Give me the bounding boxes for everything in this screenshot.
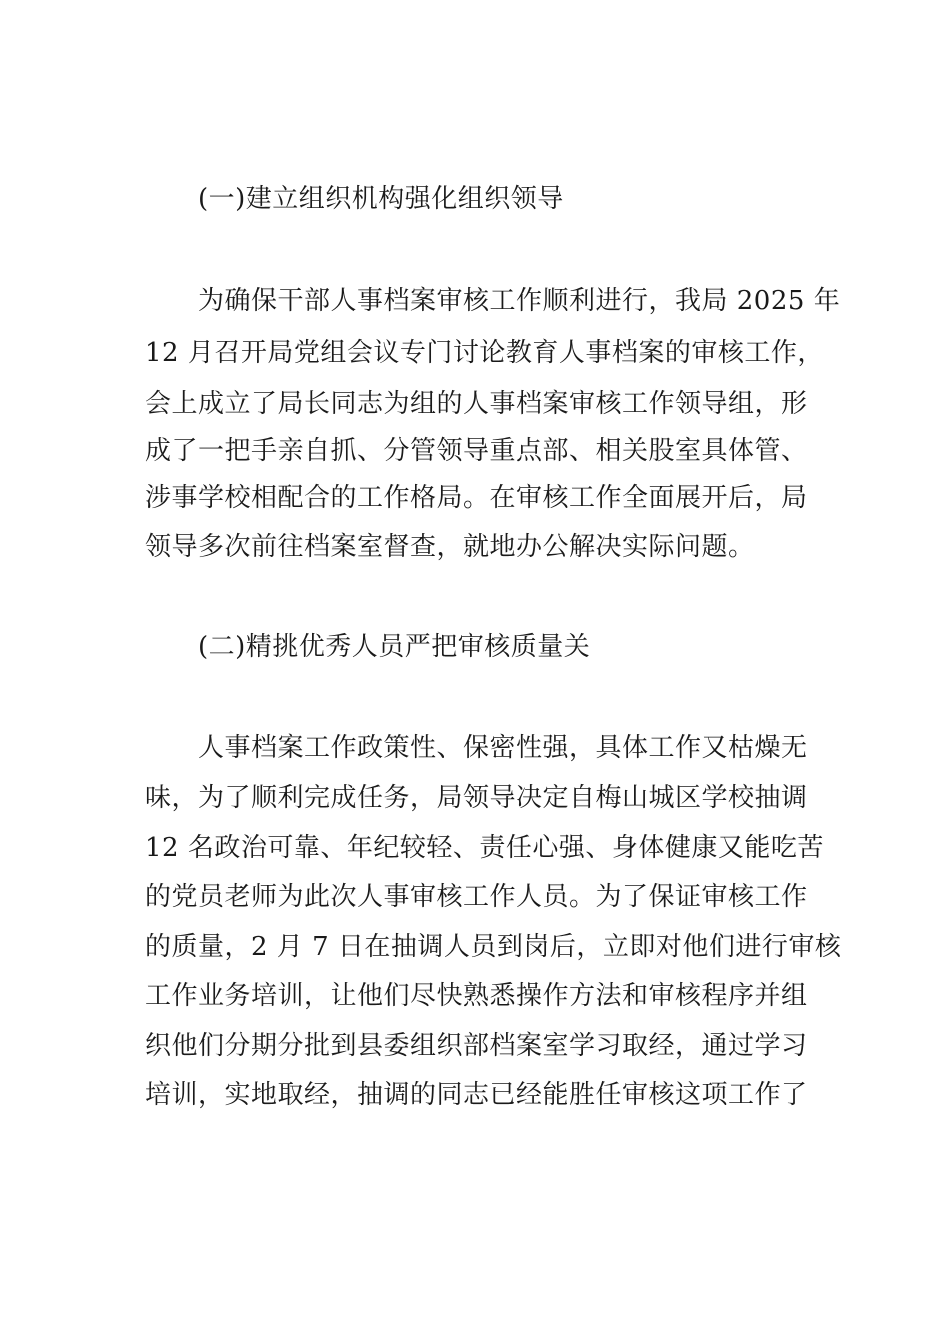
paragraph-line: 成了一把手亲自抓、分管领导重点部、相关股室具体管、 [145, 436, 808, 466]
paragraph-line: 会上成立了局长同志为组的人事档案审核工作领导组，形 [145, 389, 808, 419]
paragraph-line: 涉事学校相配合的工作格局。在审核工作全面展开后，局 [145, 483, 808, 513]
paragraph-line: 工作业务培训，让他们尽快熟悉操作方法和审核程序并组 [145, 981, 808, 1011]
paragraph-line: 为确保干部人事档案审核工作顺利进行，我局 2025 年 [198, 286, 841, 316]
paragraph-line: 领导多次前往档案室督查，就地办公解决实际问题。 [145, 532, 755, 562]
paragraph-line: 味，为了顺利完成任务，局领导决定自梅山城区学校抽调 [145, 783, 808, 813]
section-heading-2: (二)精挑优秀人员严把审核质量关 [198, 632, 591, 662]
paragraph-line: 的党员老师为此次人事审核工作人员。为了保证审核工作 [145, 882, 808, 912]
paragraph-line: 织他们分期分批到县委组织部档案室学习取经，通过学习 [145, 1031, 808, 1061]
paragraph-line: 人事档案工作政策性、保密性强，具体工作又枯燥无 [198, 733, 808, 763]
paragraph-line: 培训，实地取经，抽调的同志已经能胜任审核这项工作了 [145, 1080, 808, 1110]
section-heading-1: (一)建立组织机构强化组织领导 [198, 184, 564, 214]
paragraph-line: 12 名政治可靠、年纪较轻、责任心强、身体健康又能吃苦 [145, 833, 824, 863]
paragraph-line: 的质量，2 月 7 日在抽调人员到岗后，立即对他们进行审核 [145, 932, 842, 962]
paragraph-line: 12 月召开局党组会议专门讨论教育人事档案的审核工作， [145, 338, 824, 368]
